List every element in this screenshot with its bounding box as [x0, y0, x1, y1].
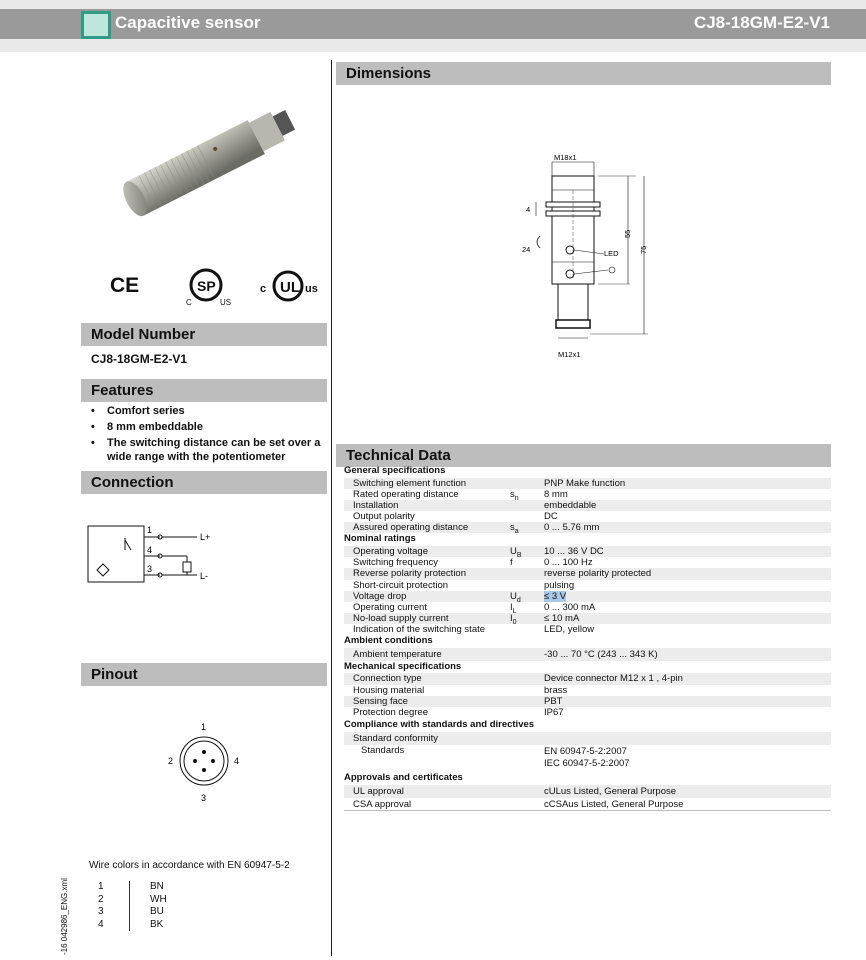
- model-number-heading: Model Number: [81, 323, 327, 346]
- spec-row: [344, 568, 831, 579]
- wire-color: WH: [129, 894, 180, 907]
- wire-number: 1: [98, 881, 104, 892]
- spec-name: Connection type: [353, 673, 422, 685]
- column-divider: [331, 60, 332, 956]
- group-mechanical-specifications: Mechanical specifications: [344, 660, 462, 672]
- wire-colors-table: [98, 881, 180, 931]
- spec-value: Device connector M12 x 1 , 4-pin: [544, 673, 683, 685]
- svg-text:SP: SP: [197, 278, 216, 294]
- spec-name: Ambient temperature: [353, 648, 442, 660]
- spec-row: [344, 732, 831, 745]
- spec-name: Switching frequency: [353, 557, 439, 569]
- spec-row: [344, 624, 831, 635]
- spec-name: Reverse polarity protection: [353, 568, 466, 580]
- spec-value: 10 ... 36 V DC: [544, 545, 604, 557]
- wire-colors-title: Wire colors in accordance with EN 60947-5-2: [89, 860, 290, 871]
- spec-value: PNP Make function: [544, 477, 626, 489]
- spec-value: 0 ... 300 mA: [544, 601, 596, 613]
- spec-row: [344, 511, 831, 522]
- wire-row: [98, 906, 180, 919]
- spec-row: [344, 673, 831, 684]
- spec-value: 0 ... 100 Hz: [544, 557, 593, 569]
- spec-row: [344, 489, 831, 500]
- spec-name: Standard conformity: [353, 733, 439, 745]
- spec-value: LED, yellow: [544, 624, 595, 636]
- spec-name: CSA approval: [353, 799, 412, 811]
- spec-value: ≤ 10 mA: [544, 613, 580, 625]
- connection-diagram: [85, 520, 225, 590]
- spec-name: Short-circuit protection: [353, 579, 449, 591]
- spec-value: cULus Listed, General Purpose: [544, 786, 677, 798]
- spec-name: Output polarity: [353, 511, 415, 523]
- technical-data-table: [344, 465, 831, 811]
- features-heading: Features: [81, 379, 327, 402]
- wire-row: [98, 881, 180, 894]
- technical-data-heading: Technical Data: [336, 444, 831, 467]
- spec-symbol: f: [510, 557, 513, 569]
- spec-value: brass: [544, 684, 568, 696]
- wire-row: [98, 919, 180, 932]
- spec-name: Voltage drop: [353, 590, 407, 602]
- dimensions-heading: Dimensions: [336, 62, 831, 85]
- spec-value: pulsing: [544, 579, 575, 591]
- spec-value: 8 mm: [544, 488, 568, 500]
- feature-item: • 8 mm embeddable: [91, 420, 327, 434]
- pinout-label-3: 3: [201, 793, 207, 803]
- spec-row: [344, 478, 831, 489]
- spec-row: [344, 613, 831, 624]
- spec-value: EN 60947-5-2:2007 IEC 60947-5-2:2007: [544, 746, 630, 769]
- svg-text:CE: CE: [110, 274, 140, 297]
- ce-mark-icon: [110, 272, 144, 316]
- spec-name: UL approval: [353, 786, 404, 798]
- spec-name: Indication of the switching state: [353, 624, 486, 636]
- feature-item: • Comfort series: [91, 404, 327, 418]
- group-compliance: Compliance with standards and directives: [344, 719, 535, 731]
- svg-text:US: US: [220, 298, 232, 307]
- connection-heading: Connection: [81, 471, 327, 494]
- highlighted-value[interactable]: ≤ 3 V: [544, 590, 567, 602]
- spec-row: [344, 685, 831, 696]
- spec-symbol: $s_a$: [510, 522, 519, 536]
- wire-number: 4: [98, 918, 104, 930]
- svg-text:c: c: [260, 283, 267, 295]
- svg-text:UL: UL: [280, 279, 300, 296]
- spec-name: Rated operating distance: [353, 488, 459, 500]
- spec-value: PBT: [544, 695, 563, 707]
- spec-name: Operating voltage: [353, 545, 428, 557]
- spec-symbol: $I_0$: [510, 613, 517, 626]
- l-minus-label: L-: [200, 571, 209, 581]
- document-file-code: -16 042986_ENG.xml: [60, 878, 69, 955]
- spec-name: Standards: [361, 745, 405, 757]
- dimensions-drawing: [510, 150, 660, 365]
- pin-label-4: 4: [147, 545, 153, 555]
- pinout-label-1: 1: [201, 722, 207, 732]
- spec-symbol: $U_B$: [510, 545, 522, 559]
- wire-row: [98, 894, 180, 907]
- spec-row: [344, 785, 831, 798]
- spec-row: [344, 648, 831, 661]
- spec-name: Sensing face: [353, 695, 408, 707]
- wire-color: BN: [129, 881, 180, 894]
- pin-label-3: 3: [147, 564, 153, 574]
- group-approvals: Approvals and certificates: [344, 772, 463, 784]
- wire-color: BU: [129, 906, 180, 919]
- model-code: CJ8-18GM-E2-V1: [693, 13, 830, 32]
- spec-symbol: $s_n$: [510, 488, 519, 502]
- spec-value: IP67: [544, 707, 564, 718]
- spec-value: embeddable: [544, 499, 597, 511]
- features-list: [91, 404, 327, 466]
- svg-text:C: C: [186, 298, 192, 307]
- spec-row: [344, 591, 831, 602]
- model-number-value: CJ8-18GM-E2-V1: [91, 352, 188, 366]
- product-image: [100, 92, 310, 227]
- spec-value: reverse polarity protected: [544, 568, 652, 580]
- spec-symbol: $U_d$: [510, 590, 521, 604]
- ul-mark-icon: [260, 266, 322, 310]
- pinout-label-2: 2: [168, 756, 174, 766]
- spec-row: [344, 707, 831, 718]
- spec-name: Switching element function: [353, 477, 467, 489]
- thread-bottom-label: M12x1: [558, 350, 581, 359]
- spec-name: Installation: [353, 499, 399, 511]
- group-general: General specifications: [344, 465, 446, 476]
- dim-24-label: 24: [522, 245, 531, 254]
- pinout-diagram: [160, 718, 250, 808]
- spec-value: [544, 732, 831, 745]
- spec-row: [344, 522, 831, 536]
- pinout-label-4: 4: [234, 756, 240, 766]
- spec-symbol: $I_L$: [510, 601, 517, 615]
- spec-value: 0 ... 5.76 mm: [544, 522, 600, 534]
- brand-logo-icon: [81, 11, 111, 39]
- group-nominal-ratings: Nominal ratings: [344, 533, 416, 545]
- spec-row: [344, 745, 831, 769]
- dim-55-label: 55: [623, 229, 632, 238]
- spec-row: [344, 557, 831, 568]
- dim-75-label: 75: [639, 245, 648, 254]
- product-category: Capacitive sensor: [115, 13, 261, 32]
- spec-row: [344, 580, 831, 591]
- wire-number: 2: [98, 893, 104, 905]
- led-label: LED: [604, 249, 619, 258]
- spec-row: [344, 798, 831, 811]
- group-ambient-conditions: Ambient conditions: [344, 635, 433, 647]
- spec-name: Operating current: [353, 601, 427, 613]
- thread-top-label: M18x1: [554, 153, 577, 162]
- pinout-heading: Pinout: [81, 663, 327, 686]
- wire-color: BK: [129, 919, 180, 932]
- spec-row: [344, 546, 831, 557]
- spec-name: No-load supply current: [353, 613, 449, 625]
- wire-number: 3: [98, 906, 104, 917]
- csa-mark-icon: [186, 265, 236, 309]
- svg-text:us: us: [305, 283, 318, 295]
- spec-row: [344, 500, 831, 511]
- pin-label-1: 1: [147, 525, 153, 535]
- spec-name: Protection degree: [353, 707, 428, 718]
- spec-name: Housing material: [353, 684, 425, 696]
- spec-value: cCSAus Listed, General Purpose: [544, 799, 684, 811]
- spec-value: DC: [544, 511, 558, 523]
- dim-4-label: 4: [526, 205, 531, 214]
- spec-value: -30 ... 70 °C (243 ... 343 K): [544, 648, 658, 660]
- spec-row: [344, 696, 831, 707]
- feature-item: • The switching distance can be set over a wide range with the potentiometer: [91, 436, 327, 464]
- spec-name: Assured operating distance: [353, 522, 469, 534]
- spec-value: [544, 591, 831, 602]
- spec-row: [344, 602, 831, 613]
- l-plus-label: L+: [200, 532, 211, 542]
